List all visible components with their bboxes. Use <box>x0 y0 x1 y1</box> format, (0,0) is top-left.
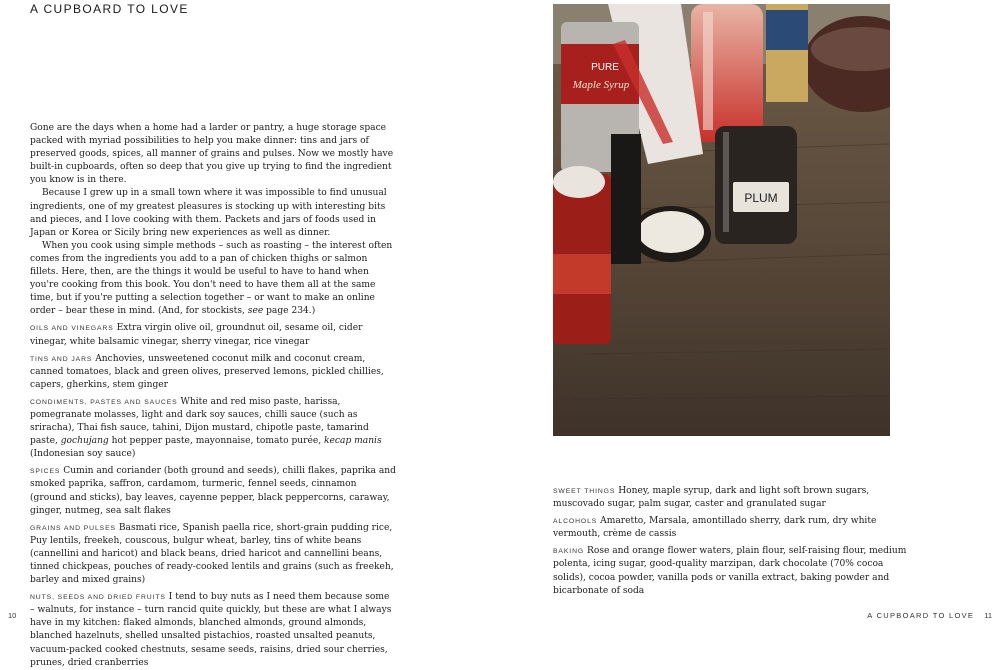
plum-jar-highlight <box>723 132 729 232</box>
section-nuts-category: NUTS, SEEDS AND DRIED FRUITS <box>30 594 166 602</box>
section-condiments-italic-a: gochujang <box>60 436 109 447</box>
intro-paragraph-2: Because I grew up in a small town where it was impossible to find unusual ingredients, one of my greatest pleasures is stocking up with interesting bits and pieces, and I love cooking with them. Packets and jars of foods used in Japan or Korea or Sicily bring new experiences as well as dinner. <box>30 188 387 238</box>
intro-paragraph-1: Gone are the days when a home had a larder or pantry, a huge storage space packed with myriad possibilities to help you make dinner: tins and jars of preserved goods, spices, all manner of grains and pulses. Now we mostly have built-in cupboards, often so deep that you give up trying to find the ingredient you know is in there. <box>30 123 394 186</box>
section-baking-text: Rose and orange flower waters, plain flour, self-raising flour, medium polenta, icing sugar, good-quality marzipan, dark chocolate (70% cocoa solids), cocoa powder, vanilla pods or vanilla extract, baking powder and bicarbonate of soda <box>553 546 907 596</box>
can-text-pure: PURE <box>591 62 619 73</box>
section-oils-text: Extra virgin olive oil, groundnut oil, sesame oil, cider vinegar, white balsamic vinegar, sherry vinegar, rice vinegar <box>30 323 363 347</box>
section-alcohols <box>553 515 919 541</box>
section-oils-category: OILS AND VINEGARS <box>30 325 114 333</box>
section-alcohols-category: ALCOHOLS <box>553 518 598 526</box>
jar-lid-white <box>553 166 605 198</box>
section-tins-category: TINS AND JARS <box>30 355 93 363</box>
section-nuts-text: I tend to buy nuts as I need them because some – walnuts, for instance – turn rancid quite quickly, but these are what I always have in my kitchen: flaked almonds, blanched almonds, ground almonds, blanched hazelnuts, shelled unsalted pistachios, roasted unsalted peanuts, vacuum-packed cooked chestnuts, sesame seeds, raisins, dried sour cherries, prunes, dried cranberries <box>30 592 392 668</box>
section-sweet <box>553 485 919 511</box>
intro-p3-end: page 234.) <box>263 306 316 317</box>
footer-right <box>867 611 992 620</box>
page-title: A CUPBOARD TO LOVE <box>30 2 189 16</box>
section-oils <box>30 322 396 348</box>
section-condiments <box>30 396 396 461</box>
section-baking-category: BAKING <box>553 548 585 556</box>
section-alcohols-text: Amaretto, Marsala, amontillado sherry, dark rum, dry white vermouth, crème de cassis <box>553 516 877 540</box>
can-text-maple: Maple Syrup <box>572 79 630 91</box>
section-spices-text: Cumin and coriander (both ground and seeds), chilli flakes, paprika and smoked paprika, saffron, cardamom, turmeric, fennel seeds, cinnamon (ground and sticks), bay leaves, cayenne pepper, black peppercorns, caraway, ginger, nutmeg, sea salt flakes <box>30 466 396 516</box>
tall-bottle-label <box>766 10 808 50</box>
red-syrup-bottle <box>691 4 763 142</box>
section-nuts <box>30 591 396 670</box>
right-column <box>553 485 919 598</box>
section-sweet-category: SWEET THINGS <box>553 488 616 495</box>
dark-bottle <box>611 134 641 264</box>
footer-page-number-left: 10 <box>8 611 17 620</box>
section-tins <box>30 353 396 392</box>
footer-page-number-right: 11 <box>984 611 992 620</box>
section-condiments-text-c: (Indonesian soy sauce) <box>30 449 136 460</box>
left-column <box>30 122 396 670</box>
section-grains-text: Basmati rice, Spanish paella rice, short-grain pudding rice, Puy lentils, freekeh, couscous, bulgur wheat, barley, tins of white beans (cannellini and haricot) and black beans, dried haricot and cannellini beans, tinned chickpeas, pouches of ready-cooked lentils and grains (such as freekeh, barley and mixed grains) <box>30 522 394 586</box>
section-condiments-text-a: White and red miso paste, harissa, pomegranate molasses, light and dark soy sauces, chilli sauce (such as sriracha), Thai fish sauce, tahini, Dijon mustard, chipotle paste, tamarind paste, <box>30 396 369 447</box>
section-grains-category: GRAINS AND PULSES <box>30 524 116 532</box>
pantry-photo <box>553 4 890 436</box>
section-sweet-text: Honey, maple syrup, dark and light soft brown sugars, muscovado sugar, palm sugar, caster and granulated sugar <box>553 486 870 510</box>
jar-label-red <box>553 254 611 294</box>
bottle-highlight <box>703 12 713 130</box>
footer-running-title: A CUPBOARD TO LOVE <box>867 611 975 620</box>
intro-p3-see: see <box>247 306 264 317</box>
section-condiments-category: CONDIMENTS, PASTES AND SAUCES <box>30 398 178 406</box>
jar-lid-inner <box>638 211 704 253</box>
plum-label-text: PLUM <box>744 191 778 205</box>
section-tins-text: Anchovies, unsweetened coconut milk and coconut cream, canned tomatoes, black and green olives, preserved lemons, pickled chillies, capers, gherkins, stem ginger <box>30 353 384 390</box>
section-baking <box>553 545 919 597</box>
section-condiments-text-b: hot pepper paste, mayonnaise, tomato purée, <box>108 436 325 447</box>
section-condiments-italic-b: kecap manis <box>324 436 382 447</box>
section-spices-category: SPICES <box>30 468 61 476</box>
section-grains <box>30 522 396 587</box>
intro-p3-text: When you cook using simple methods – such as roasting – the interest often comes from the ingredients you add to a pan of chicken thighs or salmon fillets. Here, then, are the things it would be useful to have to hand when you're cooking from this book. You don't need to have them all at the same time, but if you're putting a selection together – or want to make an online order – bear these in mind. (And, for stockists, <box>30 240 393 317</box>
intro-paragraph-3 <box>30 240 396 319</box>
section-spices <box>30 465 396 517</box>
